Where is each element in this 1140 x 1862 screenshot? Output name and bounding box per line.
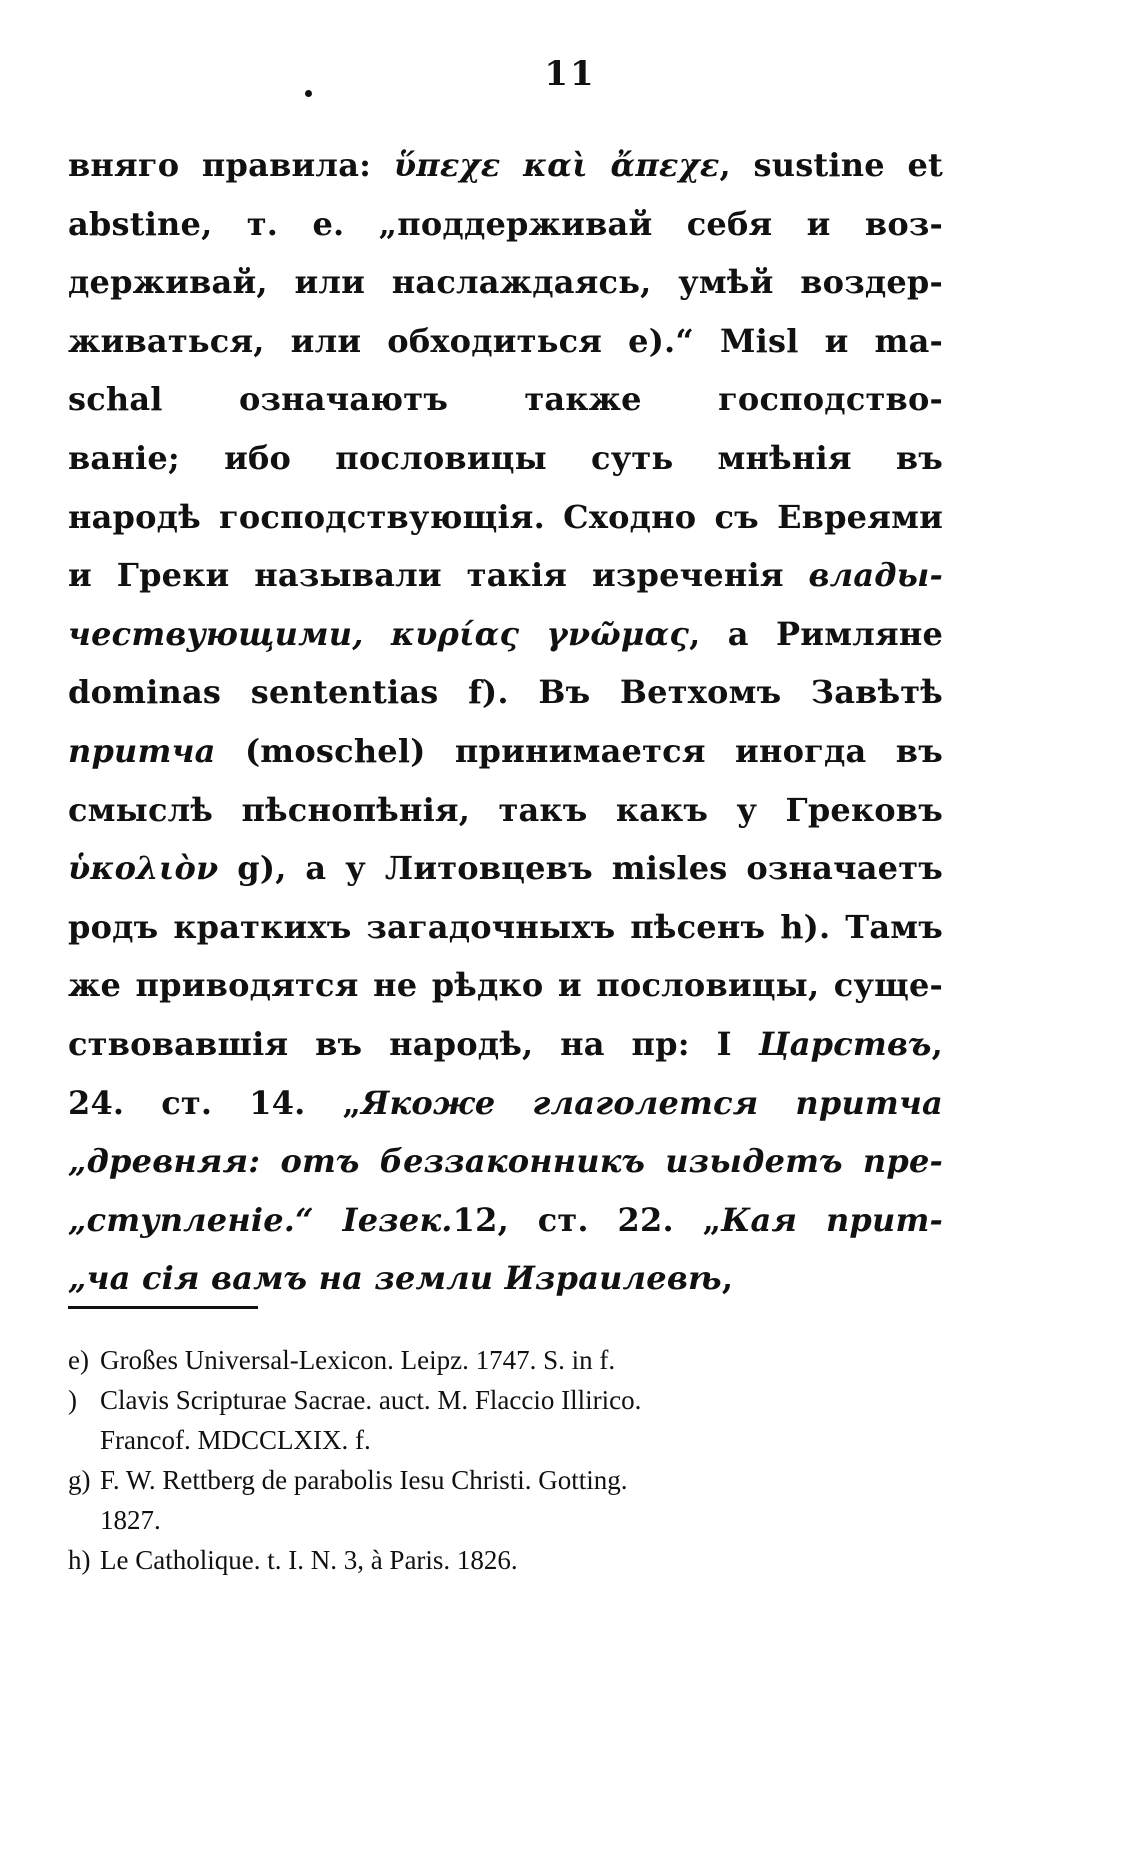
text-run: смыслѣ пѣснопѣнія, такъ какъ у Грековъ [68, 790, 943, 829]
italic-text: Кая прит- [721, 1200, 943, 1239]
italic-text: „древняя: отъ беззаконникъ изыдетъ пре- [68, 1142, 943, 1181]
footnote-text: Großes Universal-Lexicon. Leipz. 1747. S. in f. [100, 1345, 616, 1375]
footnote-text: F. W. Rettberg de parabolis Iesu Christi. Gotting. [100, 1465, 628, 1495]
text-line [68, 1191, 943, 1250]
footnote-mark: g) [68, 1465, 91, 1495]
text-line [68, 781, 943, 840]
italic-text: ὑκολιὸν [68, 849, 219, 888]
text-run: dominas sententias f). Въ Ветхомъ Завѣтѣ [68, 673, 943, 712]
text-run: вняго правила: [68, 146, 394, 184]
text-run: , sustine et [719, 146, 944, 184]
text-run: же приводятся не рѣдко и пословицы, суще- [68, 966, 943, 1005]
footnote-line [68, 1340, 943, 1380]
text-line [68, 956, 943, 1015]
italic-text: чествующими, κυρίας γνῶμας [68, 614, 690, 653]
text-run: держивай, или наслаждаясь, умѣй воздер- [68, 263, 943, 302]
text-line [68, 663, 943, 722]
text-run: живаться, или обходиться e).“ Misl и ma- [68, 321, 943, 360]
text-line [68, 429, 943, 488]
body-text [68, 136, 943, 1308]
text-line [68, 136, 943, 195]
page-number: 11 [544, 54, 596, 94]
text-run: abstine, т. е. „поддерживай себя и воз- [68, 204, 943, 243]
text-run: g), а у Литовцевъ misles означаетъ [218, 849, 943, 888]
text-run: (moschel) принимается иногда въ [215, 731, 943, 770]
footnote-mark: ) [68, 1385, 77, 1415]
text-run: ствовавшія въ народѣ, на пр: I [68, 1024, 759, 1063]
text-line [68, 722, 943, 781]
italic-text: Якоже глаголется притча [361, 1083, 943, 1122]
footnote-divider [68, 1306, 258, 1309]
italic-text: Iезек. [342, 1200, 453, 1239]
text-line [68, 488, 943, 547]
footnote-mark: e) [68, 1345, 89, 1375]
text-line [68, 839, 943, 898]
footnote-line [68, 1380, 943, 1420]
text-run: 24. ст. 14. „ [68, 1083, 362, 1122]
italic-text: Царствъ [758, 1024, 932, 1063]
text-run: schal означаютъ также господство- [68, 380, 943, 419]
text-run: ваніе; ибо пословицы суть мнѣнія въ [68, 438, 943, 477]
italic-text: „ча сія вамъ на земли Израилевѣ [68, 1259, 722, 1298]
text-line [68, 546, 943, 605]
text-line [68, 253, 943, 312]
text-line [68, 1074, 943, 1133]
text-line [68, 1132, 943, 1191]
ink-dot [305, 90, 312, 97]
text-run: , [931, 1024, 943, 1063]
text-line [68, 312, 943, 371]
text-run: 12, ст. 22. „ [452, 1200, 722, 1239]
footnote-line [68, 1420, 943, 1460]
text-line [68, 898, 943, 957]
text-run: народѣ господствующія. Сходно съ Евреями [68, 497, 943, 536]
text-line [68, 1015, 943, 1074]
text-line [68, 605, 943, 664]
italic-text: влады- [808, 556, 943, 595]
text-run: и Греки называли такія изреченія [68, 556, 809, 595]
footnote-text: Francof. MDCCLXIX. f. [100, 1425, 371, 1455]
footnote-line [68, 1500, 943, 1540]
text-line [68, 195, 943, 254]
footnote-line [68, 1540, 943, 1580]
text-line [68, 370, 943, 429]
text-run: , а Римляне [689, 614, 944, 653]
text-run: , [721, 1259, 734, 1298]
footnote-text: 1827. [100, 1505, 161, 1535]
footnote-mark: h) [68, 1545, 91, 1575]
footnote-text: Clavis Scripturae Sacrae. auct. M. Flaccio Illirico. [100, 1385, 642, 1415]
text-run: родъ краткихъ загадочныхъ пѣсенъ h). Тамъ [68, 907, 943, 946]
footnote-line [68, 1460, 943, 1500]
footnote-text: Le Catholique. t. I. N. 3, à Paris. 1826. [100, 1545, 518, 1575]
italic-text: ὕπεχε καὶ ἄπεχε [393, 146, 720, 184]
italic-text: притча [68, 731, 216, 770]
text-line [68, 1249, 943, 1308]
italic-text: „ступленіе.“ [68, 1200, 343, 1239]
footnotes [68, 1340, 943, 1580]
